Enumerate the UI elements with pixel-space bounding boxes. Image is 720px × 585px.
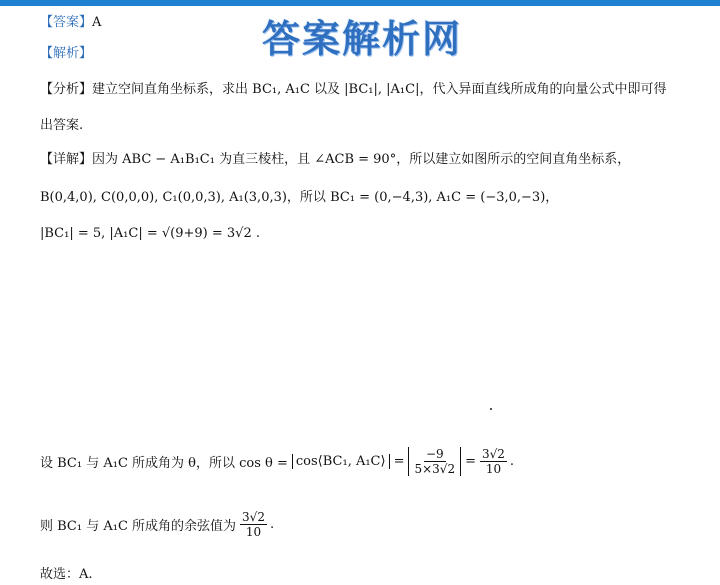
conclusion-den: 10 [245,525,262,539]
fenxi-text-1: 建立空间直角坐标系，求出 BC₁, A₁C 以及 |BC₁|, |A₁C|，代入异面直线所成角的向量公式中即可得 [92,82,667,97]
conclusion-period: . [269,517,275,532]
angle-line [40,447,514,476]
detail-text-1: 因为 ABC − A₁B₁C₁ 为直三棱柱，且 ∠ACB = 90°，所以建立如图所示的空间直角坐标系， [92,152,631,167]
answer-value: A [92,15,102,30]
answer-label: 【答案】 [40,15,93,30]
fenxi-line-1 [40,78,666,97]
detail-line-3: |BC₁| = 5, |A₁C| = √(9+9) = 3√2 . [40,226,260,241]
site-watermark: 答案解析网 [262,17,463,61]
conclusion-line [40,510,274,539]
angle-fraction [412,447,457,476]
angle-frac-abs [408,447,461,476]
conclusion-num: 3√2 [242,510,265,524]
detail-label: 【详解】 [40,152,93,167]
angle-prefix: 设 BC₁ 与 A₁C 所成角为 θ，所以 cos θ = [40,456,288,471]
angle-res-num: 3√2 [482,447,505,461]
conclusion-fraction [240,510,267,539]
top-accent-bar [0,0,720,6]
angle-cos-abs [292,454,390,469]
equals-1: = [393,454,405,469]
angle-num: −9 [425,447,444,461]
detail-line-2: B(0,4,0), C(0,0,0), C₁(0,0,3), A₁(3,0,3)，所以 BC₁ = (0,−4,3), A₁C = (−3,0,−3)， [40,190,559,205]
fenxi-text-2: 出答案. [40,118,84,133]
stray-dot [490,408,492,410]
angle-result [480,447,507,476]
analysis-label: 【解析】 [40,46,93,61]
equals-2: = [465,454,476,469]
conclusion-prefix: 则 BC₁ 与 A₁C 所成角的余弦值为 [40,519,237,534]
fenxi-label: 【分析】 [40,82,93,97]
angle-period: . [509,454,515,469]
answer-line [40,11,101,30]
angle-cos-text: cos⟨BC₁, A₁C⟩ [295,454,386,469]
angle-den: 5×3√2 [414,462,456,476]
final-line: 故选：A. [40,567,93,582]
detail-line-1 [40,148,630,167]
angle-res-den: 10 [485,462,502,476]
